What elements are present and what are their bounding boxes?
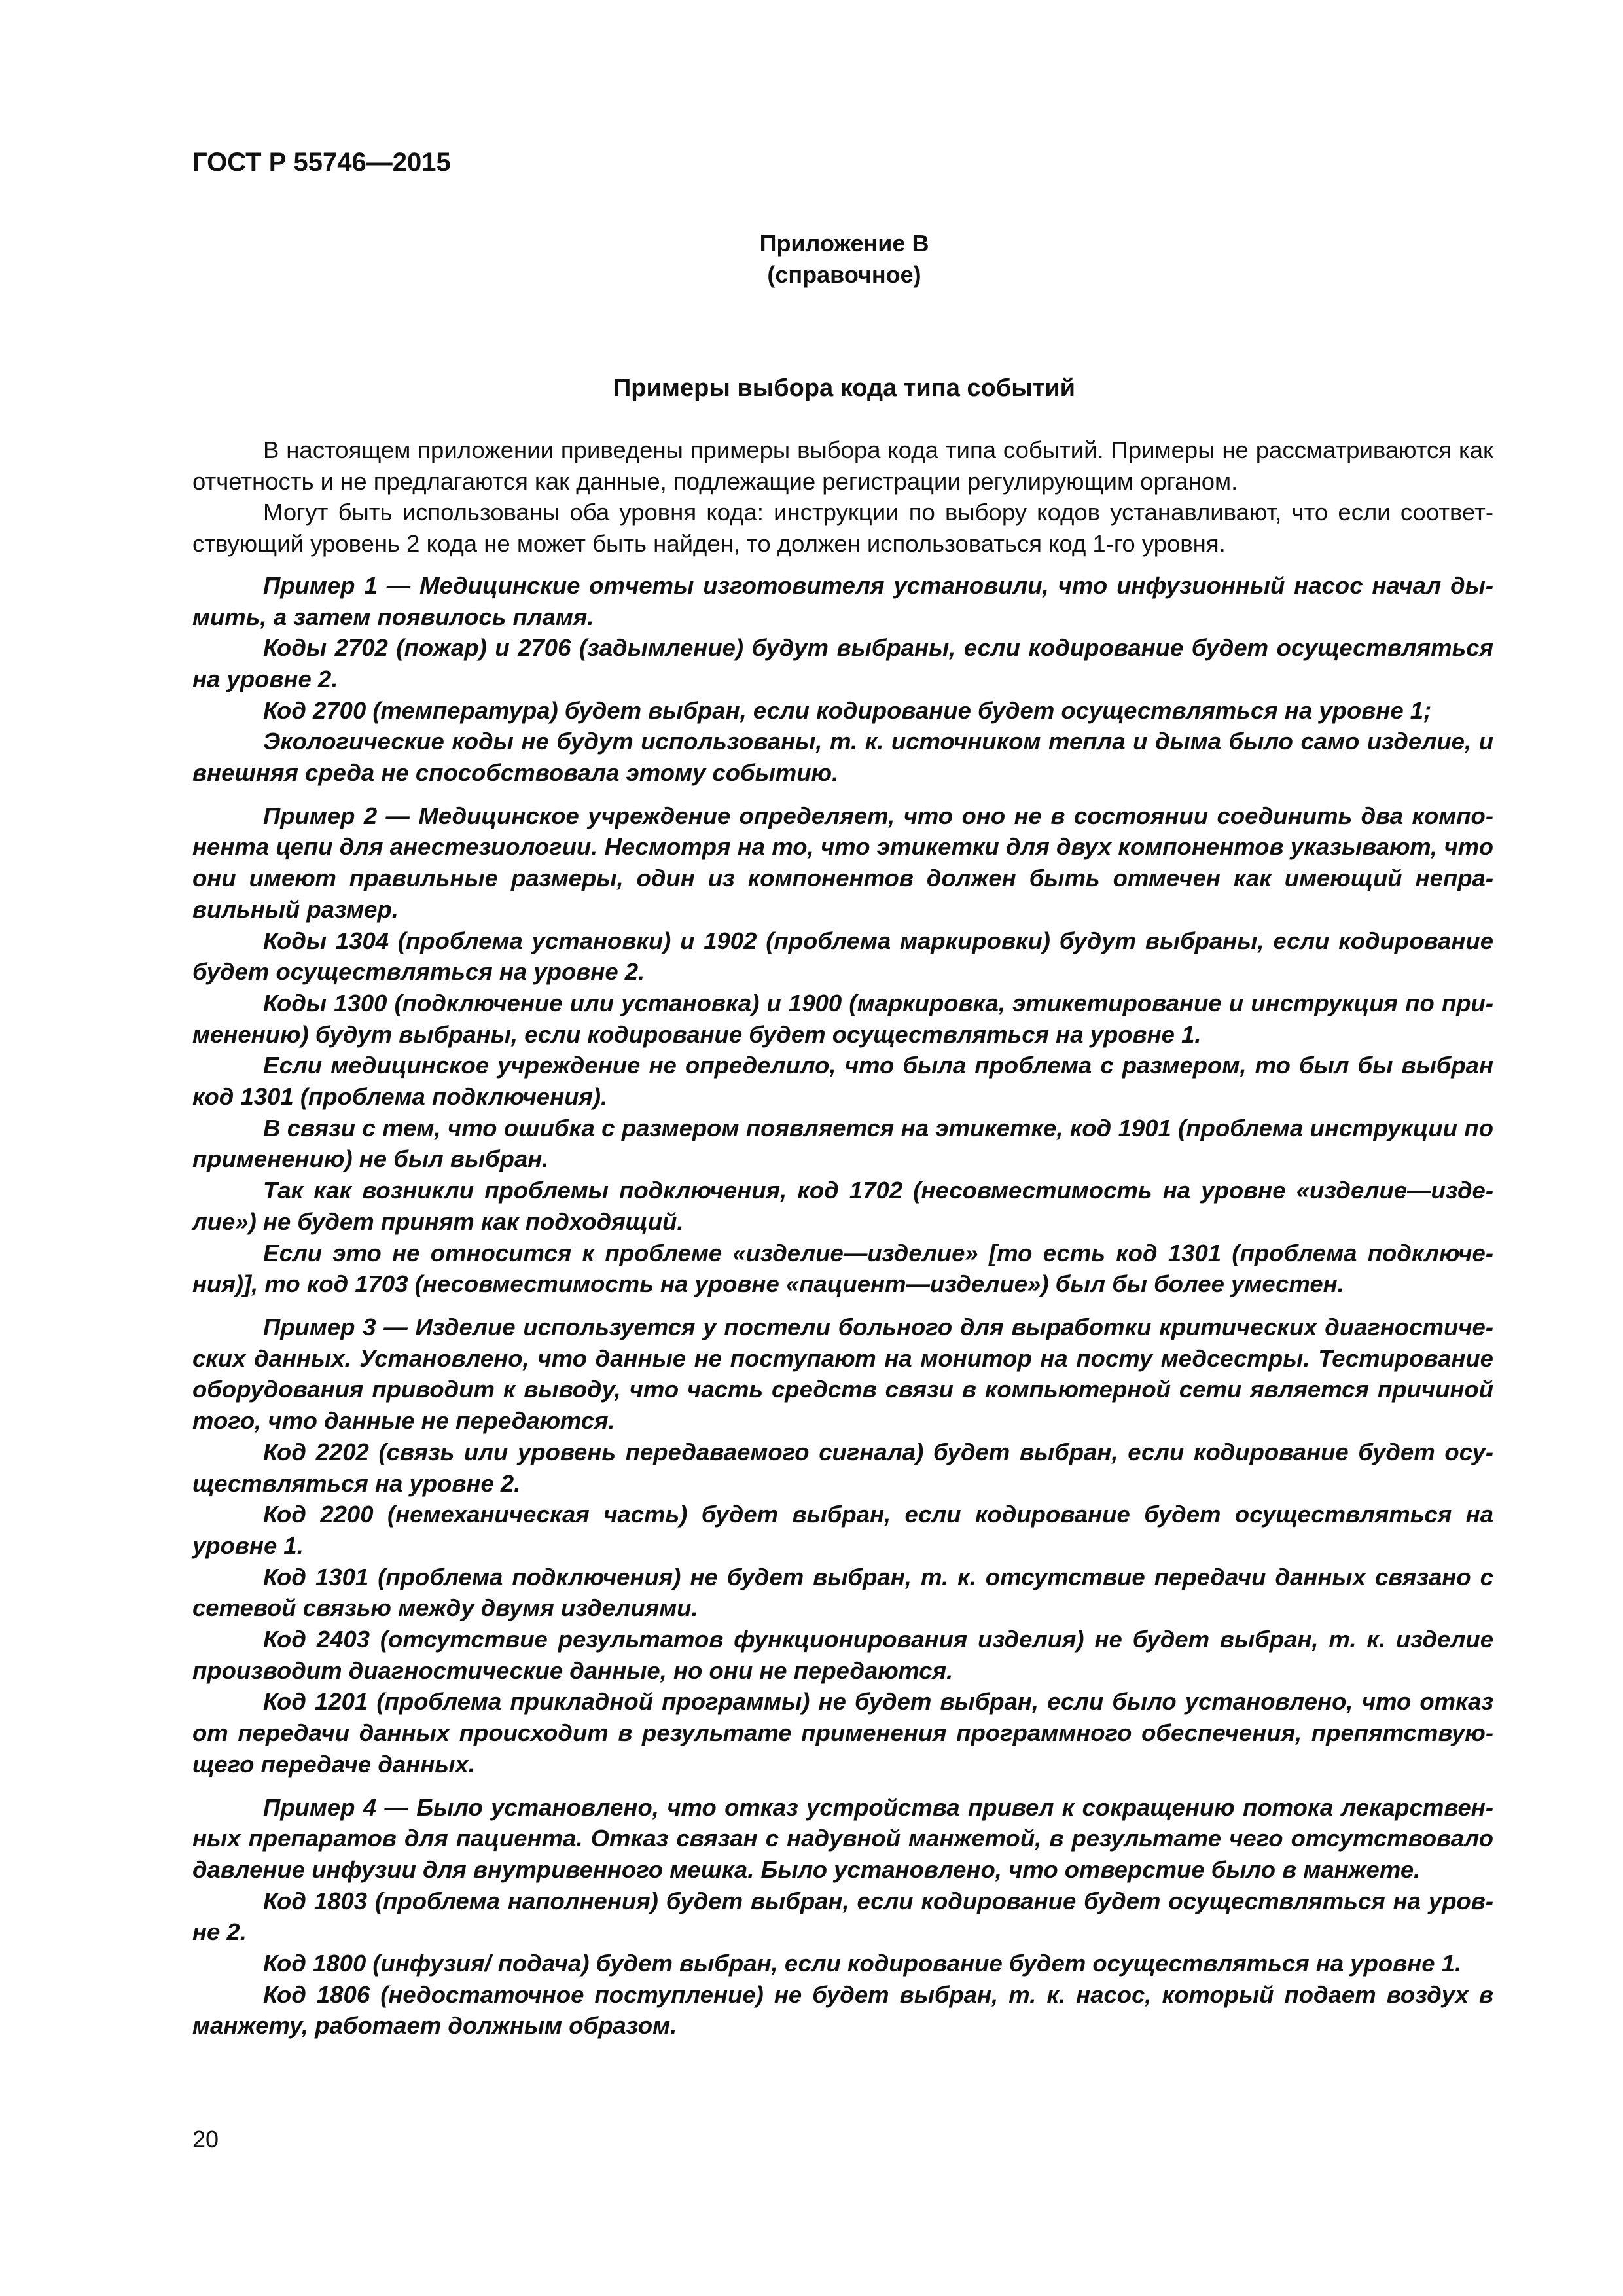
- example-2: [192, 800, 1493, 1300]
- example-paragraph: Код 2202 (связь или уровень передаваемого сигнала) будет выбран, если кодирование будет осуществляться на уровне 2.: [192, 1438, 1493, 1497]
- example-1: [192, 570, 1493, 789]
- example-paragraph: В связи с тем, что ошибка с размером появляется на этикетке, код 1901 (проблема инструкции по применению) не был выбран.: [192, 1114, 1493, 1173]
- page-number: 20: [192, 2126, 219, 2153]
- example-paragraph: Пример 3 — Изделие используется у постели больного для выработки критических диагностических данных. Установлено, что данные не поступают на монитор на посту медсестры. Тестирование оборудования приводит к выводу, что часть средств связи в компьютерной сети является причиной того, что данные не передаются.: [192, 1313, 1493, 1435]
- example-paragraph: Экологические коды не будут использованы, т. к. источником тепла и дыма было само изделие, и внешняя среда не способствовала этому событию.: [192, 728, 1493, 787]
- example-paragraph: Пример 2 — Медицинское учреждение определяет, что оно не в состоянии соединить два компонента цепи для анестезиологии. Несмотря на то, что этикетки для двух компонентов указывают, что они имеют правильные размеры, один из компонентов должен быть отмечен как имеющий неправильный размер.: [192, 802, 1493, 923]
- annex-label: Приложение В: [759, 230, 929, 257]
- example-paragraph: Коды 1304 (проблема установки) и 1902 (проблема маркировки) будут выбраны, если кодирование будет осуществляться на уровне 2.: [192, 927, 1493, 986]
- example-paragraph: Код 1201 (проблема прикладной программы) не будет выбран, если было установлено, что отказ от передачи данных происходит в результате применения программного обеспечения, препятствующего передаче данных.: [192, 1688, 1493, 1778]
- example-paragraph: Код 2200 (немеханическая часть) будет выбран, если кодирование будет осуществляться на уровне 1.: [192, 1501, 1493, 1559]
- example-paragraph: Код 2403 (отсутствие результатов функционирования изделия) не будет выбран, т. к. изделие производит диагностические данные, но они не передаются.: [192, 1626, 1493, 1684]
- example-paragraph: Код 1301 (проблема подключения) не будет выбран, т. к. отсутствие передачи данных связано с сетевой связью между двумя изделиями.: [192, 1563, 1493, 1622]
- example-paragraph: Код 2700 (температура) будет выбран, если кодирование будет осуществляться на уровне 1;: [263, 696, 1432, 724]
- document-code: ГОСТ Р 55746—2015: [192, 148, 451, 177]
- example-paragraph: Если медицинское учреждение не определило, что была проблема с размером, то был бы выбран код 1301 (проблема подключения).: [192, 1052, 1493, 1111]
- body-text: [192, 435, 1493, 2041]
- annex-status: (справочное): [767, 261, 921, 288]
- example-4: [192, 1792, 1493, 2042]
- example-paragraph: Пример 1 — Медицинские отчеты изготовителя установили, что инфузионный насос начал дымить, а затем появилось пламя.: [192, 571, 1493, 630]
- intro: [192, 435, 1493, 560]
- example-paragraph: Если это не относится к проблеме «изделие—изделие» [то есть код 1301 (проблема подключения)], то код 1703 (несовместимость на уровне «пациент—изделие») был бы более уместен.: [192, 1239, 1493, 1298]
- example-paragraph: Код 1803 (проблема наполнения) будет выбран, если кодирование будет осуществляться на уровне 2.: [192, 1887, 1493, 1946]
- example-paragraph: Так как возникли проблемы подключения, код 1702 (несовместимость на уровне «изделие—изделие») не будет принят как подходящий.: [192, 1177, 1493, 1235]
- annex-heading: [0, 228, 1623, 291]
- section-title: Примеры выбора кода типа событий: [613, 374, 1075, 402]
- intro-paragraph: В настоящем приложении приведены примеры выбора кода типа событий. Примеры не рассматриваются как отчетность и не предлагаются как данные, подлежащие регистрации регулирующим органом.: [192, 437, 1493, 495]
- example-paragraph: Код 1800 (инфузия/ подача) будет выбран, если кодирование будет осуществляться на уровне 1.: [263, 1950, 1462, 1977]
- example-paragraph: Пример 4 — Было установлено, что отказ устройства привел к сокращению потока лекарственных препаратов для пациента. Отказ связан с надувной манжетой, в результате чего отсутствовало давление инфузии для внутривенного мешка. Было установлено, что отверстие было в манжете.: [192, 1793, 1493, 1883]
- example-paragraph: Коды 2702 (пожар) и 2706 (задымление) будут выбраны, если кодирование будет осуществляться на уровне 2.: [192, 634, 1493, 692]
- example-3: [192, 1312, 1493, 1780]
- example-paragraph: Коды 1300 (подключение или установка) и 1900 (маркировка, этикетирование и инструкция по применению) будут выбраны, если кодирование будет осуществляться на уровне 1.: [192, 989, 1493, 1048]
- intro-paragraph: Могут быть использованы оба уровня кода: инструкции по выбору кодов устанавливают, что если соответствующий уровень 2 кода не может быть найден, то должен использоваться код 1-го уровня.: [192, 499, 1493, 558]
- example-paragraph: Код 1806 (недостаточное поступление) не будет выбран, т. к. насос, который подает воздух в манжету, работает должным образом.: [192, 1981, 1493, 2039]
